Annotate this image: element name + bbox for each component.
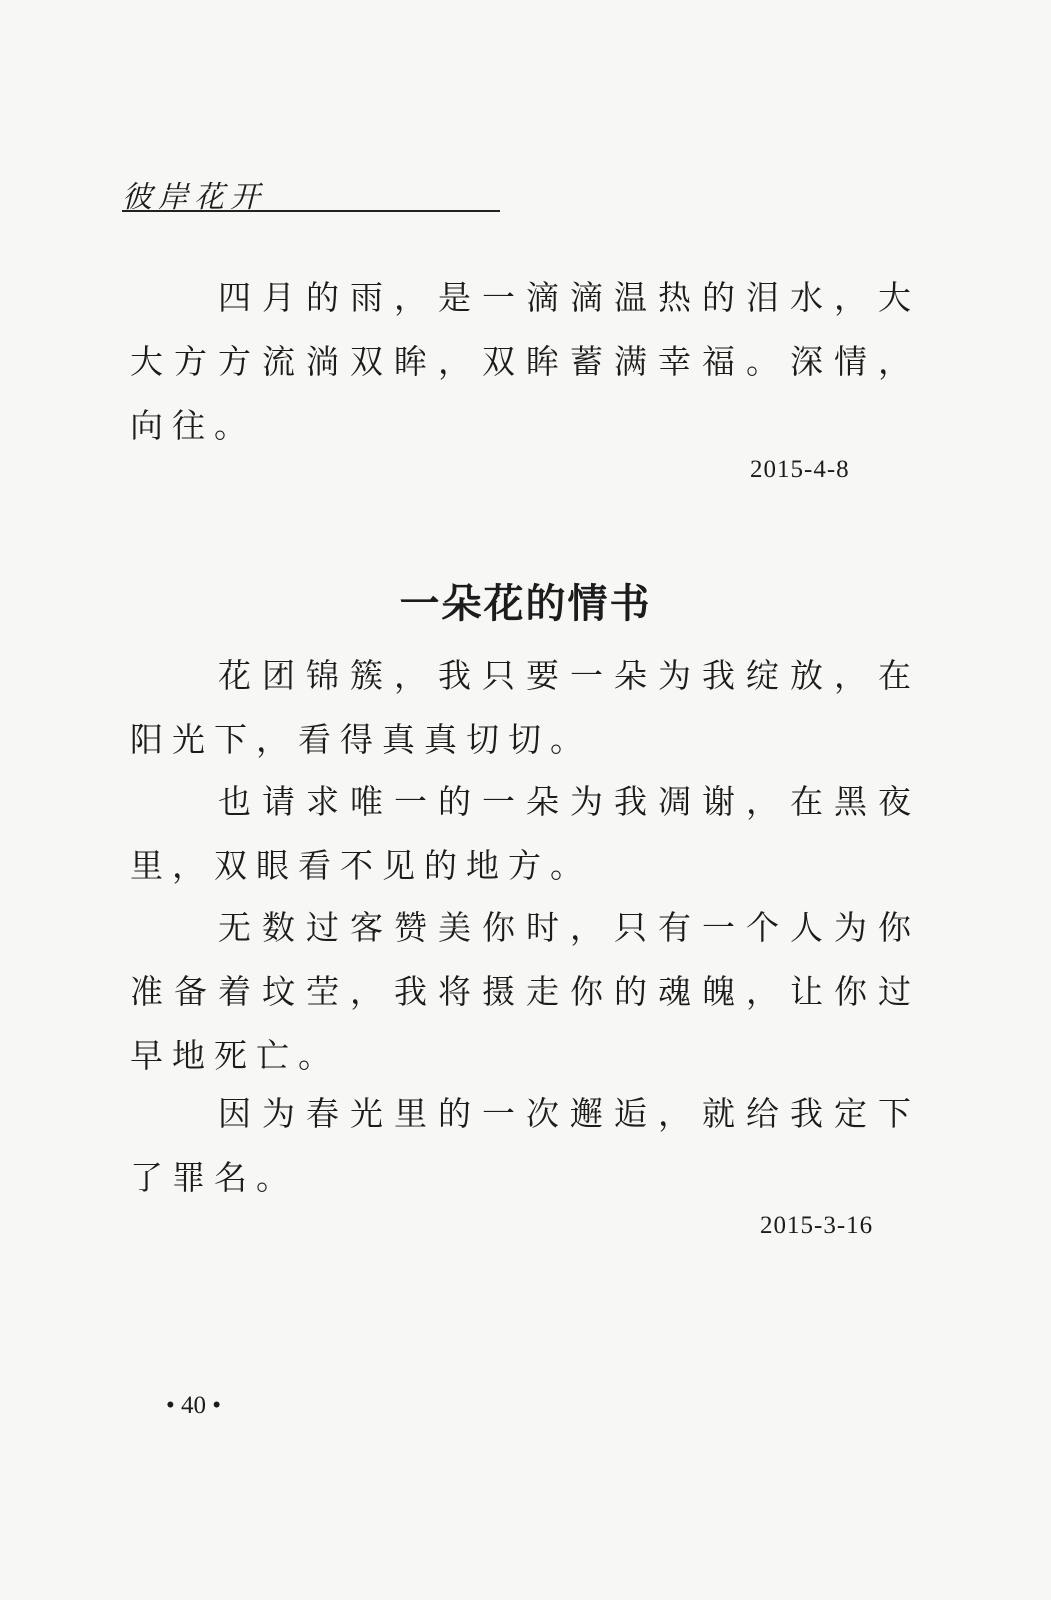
- date-second-piece: 2015-3-16: [760, 1212, 874, 1239]
- paragraph-4: 因为春光里的一次邂逅，就给我定下了罪名。: [130, 1094, 920, 1197]
- paragraph-rain: 四月的雨，是一滴滴温热的泪水，大大方方流淌双眸，双眸蓄满幸福。深情，向往。: [130, 278, 920, 445]
- piece-title: 一朵花的情书: [399, 581, 652, 627]
- page-number: • 40 •: [166, 1392, 222, 1419]
- header-rule: [122, 210, 500, 212]
- running-head: 彼岸花开: [122, 180, 266, 215]
- paragraph-2: 也请求唯一的一朵为我凋谢，在黑夜里，双眼看不见的地方。: [130, 782, 920, 885]
- date-first-piece: 2015-4-8: [750, 456, 850, 483]
- paragraph-3: 无数过客赞美你时，只有一个人为你准备着坟茔，我将摄走你的魂魄，让你过早地死亡。: [130, 908, 920, 1075]
- paragraph-1: 花团锦簇，我只要一朵为我绽放，在阳光下，看得真真切切。: [130, 656, 920, 759]
